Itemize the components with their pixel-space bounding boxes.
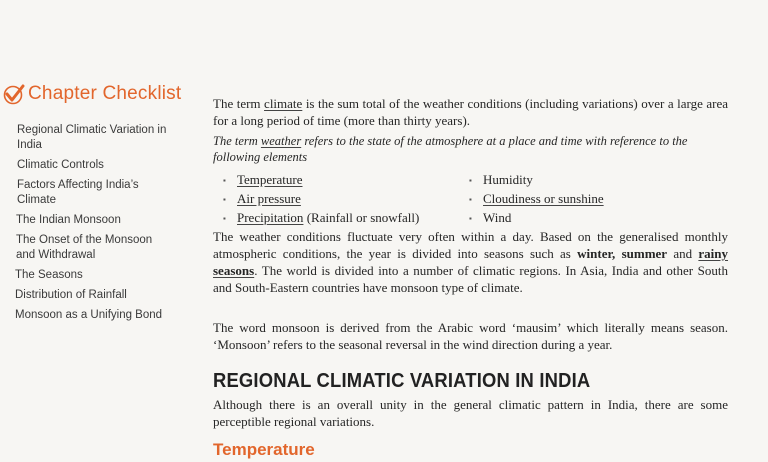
checklist-item: The Indian Monsoon (16, 214, 121, 226)
square-bullet-icon: ▪ (223, 176, 226, 186)
sub-heading-temperature: Temperature (213, 440, 315, 459)
square-bullet-icon: ▪ (469, 176, 472, 186)
monsoon-paragraph: The word monsoon is derived from the Arabic word ‘mausim’ which literally means season. ‘Monsoon’ refers to the seasonal reversal in the wind direction during a year. (213, 320, 728, 352)
square-bullet-icon: ▪ (469, 213, 472, 223)
list-item: ▪ Wind (469, 209, 604, 228)
term-climate: climate (264, 96, 303, 111)
checklist-item: The Seasons (15, 269, 83, 281)
checklist-item: Monsoon as a Unifying Bond (15, 309, 163, 321)
list-item: ▪ Humidity (469, 171, 604, 190)
checklist-header (2, 82, 181, 106)
term-weather: weather (260, 134, 302, 148)
square-bullet-icon: ▪ (469, 195, 472, 205)
checklist-item: Climatic Controls (17, 159, 104, 171)
list-item: ▪ Temperature (223, 171, 419, 190)
regional-variation-paragraph: Although there is an overall unity in the general climatic pattern in India, there are some perceptible regional variations. (213, 397, 728, 429)
weather-definition: The term weather refers to the state of the atmosphere at a place and time with reference to the following elements (213, 134, 688, 164)
checklist-item: Climate (17, 194, 56, 206)
checklist-item: and Withdrawal (16, 249, 96, 261)
section-heading: REGIONAL CLIMATIC VARIATION IN INDIA (213, 370, 591, 392)
elements-column-left (223, 171, 419, 227)
check-mark-icon (2, 82, 26, 106)
checklist-item: Factors Affecting India’s (17, 179, 139, 191)
list-item: ▪ Precipitation (Rainfall or snowfall) (223, 209, 419, 228)
square-bullet-icon: ▪ (223, 195, 226, 205)
checklist-item: Regional Climatic Variation in (17, 124, 167, 136)
list-item: ▪ Air pressure (223, 190, 419, 209)
checklist-item: The Onset of the Monsoon (16, 234, 153, 246)
checklist-title: Chapter Checklist (28, 83, 182, 104)
climate-definition: The term climate is the sum total of the weather conditions (including variations) over a large area for a long period of time (more than thirty years). (213, 96, 728, 128)
elements-column-right (469, 171, 604, 227)
list-item: ▪ Cloudiness or sunshine (469, 190, 604, 209)
seasons-paragraph: The weather conditions fluctuate very often within a day. Based on the generalised monthly atmospheric conditions, the year is divided into seasons such as winter, summer and rainy seasons. The world is divided into a number of climatic regions. In Asia, India and other South and South-Eastern countries have monsoon type of climate. (213, 229, 729, 295)
checklist-item: Distribution of Rainfall (15, 289, 127, 301)
square-bullet-icon: ▪ (223, 213, 226, 223)
checklist-item: India (17, 139, 42, 151)
